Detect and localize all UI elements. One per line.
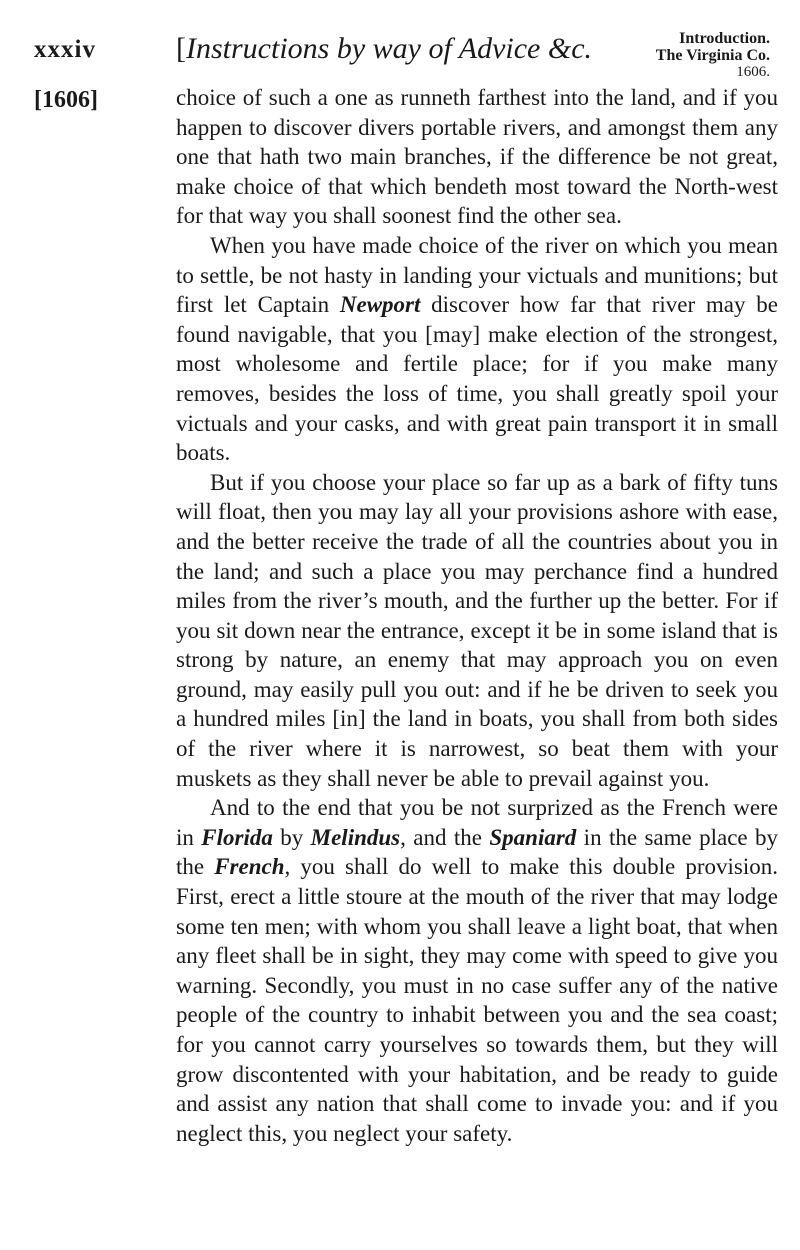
name-spaniard: Spaniard — [489, 824, 577, 850]
paragraph-1: choice of such a one as runneth farthest into the land, and if you happen to discover divers portable rivers, and amongst them any one that hath two main branches, if the difference be not great, make choice of that which bendeth most toward the North-west for that way you shall soonest find the other sea. — [176, 85, 778, 229]
running-title — [176, 32, 592, 66]
section-note — [656, 30, 770, 81]
page-number: xxxiv — [34, 36, 96, 63]
margin-year: [1606] — [34, 87, 98, 113]
running-title-bracket: [ — [176, 32, 186, 65]
paragraph-4-text-i: , you shall do well to make this double provision. First, erect a little stoure at the mouth of the river that may lodge some ten men; with whom you shall leave a light boat, that when any fleet shall be in sight, they may come with speed to give you warning. Secondly, you must in no case suffer any of the native people of the country to inhabit between you and the sea coast; for you cannot carry yourselves so towards them, but they will grow discontented with your habitation, and be ready to guide and assist any nation that shall come to invade you: and if you neglect this, you neglect your safety. — [176, 854, 778, 1146]
name-french: French — [214, 854, 285, 880]
paragraph-2-text-c: discover how far that river may be found navigable, that you [may] make election of the strongest, most wholesome and fertile place; for if you make many removes, besides the loss of time, you shall greatly spoil your victuals and your casks, and with great pain transport it in small boats. — [176, 292, 778, 466]
name-melindus: Melindus — [310, 824, 401, 850]
body-text — [176, 83, 778, 1148]
paragraph-4-text-e: , and the — [400, 824, 490, 850]
paragraph-3: But if you choose your place so far up as a bark of fifty tuns will float, then you may lay all your provisions ashore with ease, and the better receive the trade of all the countries about you in the land; and such a place you may perchance find a hundred miles from the river’s mouth, and the further up the better. For if you sit down near the entrance, except it be in some island that is strong by nature, an enemy that may approach you on even ground, may easily pull you out: and if he be driven to seek you a hundred miles [in] the land in boats, you shall from both sides of the river where it is narrowest, so beat them with your muskets as they shall never be able to prevail against you. — [176, 469, 778, 791]
paragraph-2-text-a: When you have made choice of the river on which you mean to settle, be not hasty in landing your victuals and munitions; but first let Captain — [176, 232, 778, 318]
section-note-line1: Introduction. — [679, 30, 770, 47]
paragraph-4-text-c: by — [272, 824, 311, 850]
section-note-line2: The Virginia Co. — [655, 47, 770, 64]
section-note-year: 1606. — [736, 64, 770, 80]
paragraph-4-text-g: in the same place by the — [176, 824, 779, 880]
name-newport: Newport — [339, 292, 421, 318]
paragraph-4-text-a: And to the end that you be not surprized as the French were in — [176, 795, 778, 850]
running-title-text: Instructions by way of Advice &c. — [186, 32, 593, 65]
paragraph-2 — [176, 231, 778, 468]
paragraph-4 — [176, 793, 778, 1148]
place-florida: Florida — [201, 824, 273, 850]
